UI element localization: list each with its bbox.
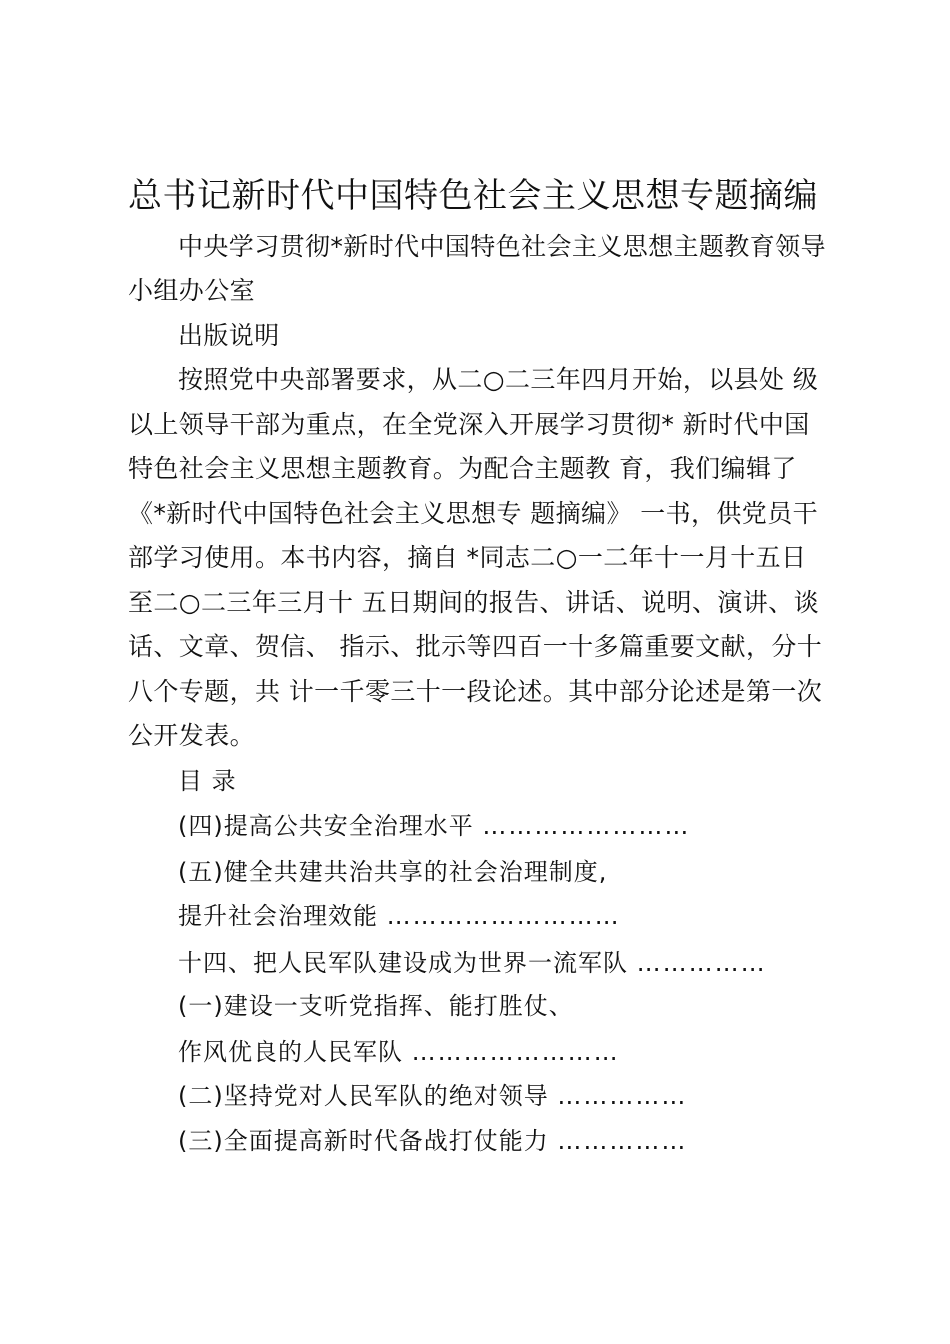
body-line: 部学习使用。本书内容，摘自 *同志二○一二年十一月十五日 (128, 543, 807, 572)
body-line: 《*新时代中国特色社会主义思想专 题摘编》 一书，供党员干 (128, 499, 818, 528)
toc-entry-text: (三)全面提高新时代备战打仗能力 (178, 1127, 549, 1155)
toc-entry-text: 提升社会治理效能 (178, 902, 378, 930)
toc-entry (178, 984, 574, 1028)
toc-entry (178, 894, 621, 938)
toc-entry-text: (二)坚持党对人民军队的绝对领导 (178, 1082, 549, 1110)
toc-leader-dots: …………… (557, 1082, 688, 1110)
toc-entry (178, 1030, 620, 1074)
toc-leader-dots: …………………… (411, 1038, 620, 1066)
toc-leader-dots: …………………… (482, 812, 691, 840)
toc-entry (178, 1119, 687, 1163)
section-heading: 出版说明 (178, 321, 280, 350)
body-line: 以上领导干部为重点，在全党深入开展学习贯彻* 新时代中国 (128, 410, 810, 439)
toc-entry-text: 作风优良的人民军队 (178, 1038, 403, 1066)
toc-entry-text: (四)提高公共安全治理水平 (178, 812, 474, 840)
body-line: 至二○二三年三月十 五日期间的报告、讲话、说明、演讲、谈 (128, 588, 819, 617)
body-line: 八个专题，共 计一千零三十一段论述。其中部分论述是第一次 (128, 677, 823, 706)
body-line: 按照党中央部署要求，从二○二三年四月开始，以县处 级 (178, 365, 819, 394)
toc-entry (178, 1074, 687, 1118)
body-line: 公开发表。 (128, 721, 256, 750)
body-line: 话、文章、贺信、 指示、批示等四百一十多篇重要文献，分十 (128, 632, 823, 661)
toc-entry-text: (一)建设一支听党指挥、能打胜仗、 (178, 992, 574, 1020)
toc-entry-text: (五)健全共建共治共享的社会治理制度, (178, 858, 608, 886)
toc-leader-dots: ……………………… (386, 902, 621, 930)
toc-entry-text: 十四、把人民军队建设成为世界一流军队 (178, 949, 628, 977)
toc-entry (178, 850, 607, 894)
author-line: 中央学习贯彻*新时代中国特色社会主义思想主题教育领导 (178, 232, 826, 261)
toc-entry (178, 804, 690, 848)
body-line: 特色社会主义思想主题教育。为配合主题教 育，我们编辑了 (128, 454, 797, 483)
document-title: 总书记新时代中国特色社会主义思想专题摘编 (128, 176, 818, 216)
author-line-continued: 小组办公室 (128, 276, 256, 305)
toc-leader-dots: …………… (557, 1127, 688, 1155)
toc-leader-dots: …………… (636, 949, 767, 977)
toc-entry (178, 941, 767, 985)
toc-heading: 目 录 (178, 767, 237, 795)
